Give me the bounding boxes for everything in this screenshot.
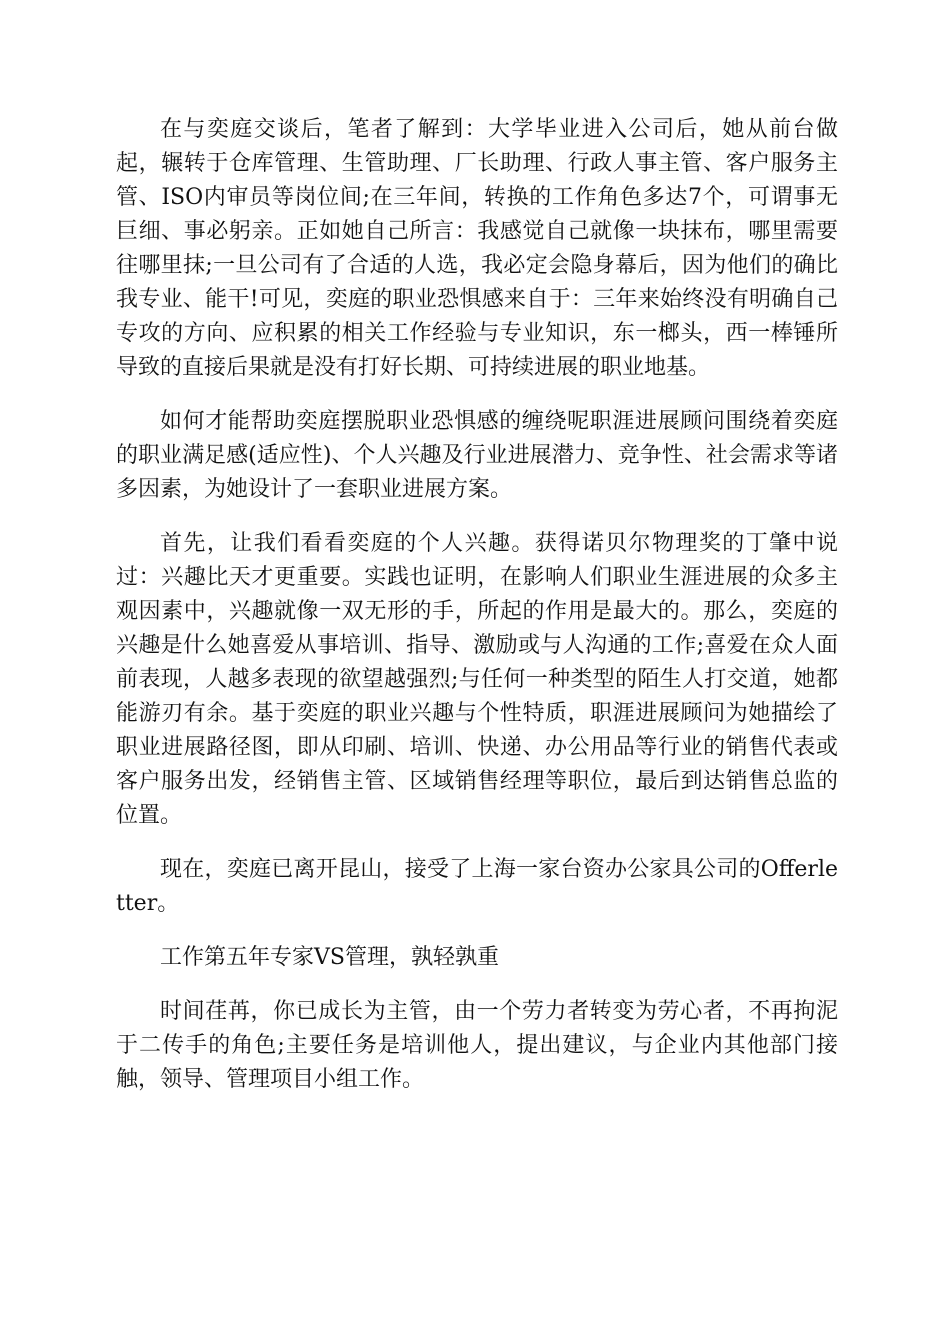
paragraph-4: 现在，奕庭已离开昆山，接受了上海一家台资办公家具公司的Offerletter。 — [116, 857, 838, 916]
paragraph-2: 如何才能帮助奕庭摆脱职业恐惧感的缠绕呢职涯进展顾问围绕着奕庭的职业满足感(适应性)、个人兴趣及行业进展潜力、竞争性、社会需求等诸多因素，为她设计了一套职业进展方案。 — [116, 409, 838, 502]
document-body — [116, 113, 838, 1117]
paragraph-3: 首先，让我们看看奕庭的个人兴趣。获得诺贝尔物理奖的丁肇中说过：兴趣比天才更重要。实践也证明，在影响人们职业生涯进展的众多主观因素中，兴趣就像一双无形的手，所起的作用是最大的。那么，奕庭的兴趣是什么她喜爱从事培训、指导、激励或与人沟通的工作;喜爱在众人面前表现，人越多表现的欲望越强烈;与任何一种类型的陌生人打交道，她都能游刃有余。基于奕庭的职业兴趣与个性特质，职涯进展顾问为她描绘了职业进展路径图，即从印刷、培训、快递、办公用品等行业的销售代表或客户服务出发，经销售主管、区域销售经理等职位，最后到达销售总监的位置。 — [116, 531, 838, 828]
paragraph-5: 时间荏苒，你已成长为主管，由一个劳力者转变为劳心者，不再拘泥于二传手的角色;主要任务是培训他人，提出建议，与企业内其他部门接触，领导、管理项目小组工作。 — [116, 999, 838, 1092]
paragraph-1: 在与奕庭交谈后，笔者了解到：大学毕业进入公司后，她从前台做起，辗转于仓库管理、生管助理、厂长助理、行政人事主管、客户服务主管、ISO内审员等岗位间;在三年间，转换的工作角色多达7个，可谓事无巨细、事必躬亲。正如她自己所言：我感觉自己就像一块抹布，哪里需要往哪里抹;一旦公司有了合适的人选，我必定会隐身幕后，因为他们的确比我专业、能干!可见，奕庭的职业恐惧感来自于：三年来始终没有明确自己专攻的方向、应积累的相关工作经验与专业知识，东一榔头，西一棒锤所导致的直接后果就是没有打好长期、可持续进展的职业地基。 — [116, 117, 838, 380]
section-heading: 工作第五年专家VS管理，孰轻孰重 — [160, 945, 499, 970]
